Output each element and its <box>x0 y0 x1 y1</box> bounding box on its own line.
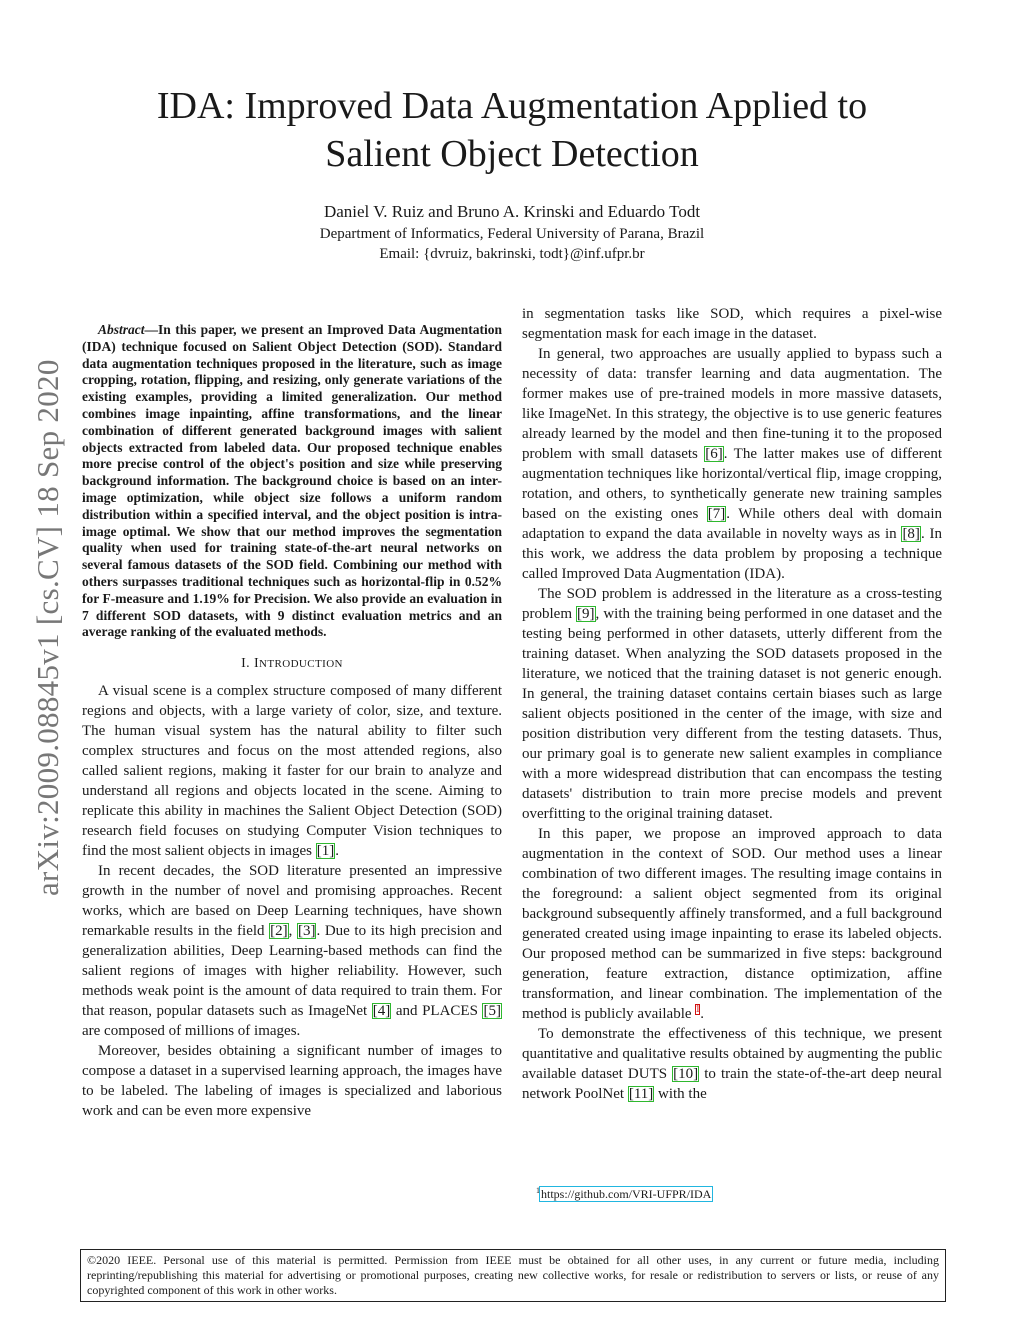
citation-link[interactable]: [8] <box>902 526 920 542</box>
abstract <box>82 322 502 641</box>
paragraph-text: . Due to its high precision and generalization abilities, Deep Learning-based methods can find the salient regions of images with higher reliability. However, such methods weak point is the amount of data required to train them. For that reason, popular datasets such as ImageNet <box>82 923 502 1020</box>
arxiv-side-stamp: arXiv:2009.08845v1 [cs.CV] 18 Sep 2020 <box>30 359 65 896</box>
copyright-notice: ©2020 IEEE. Personal use of this material is permitted. Permission from IEEE must be obtained for all other uses, in any current or future media, including reprinting/republishing this material for advertising or promotional purposes, creating new collective works, for resale or redistribution to servers or lists, or reuse of any copyrighted component of this work in other works. <box>80 1249 946 1302</box>
abstract-text: —In this paper, we present an Improved Data Augmentation (IDA) technique focused on Salient Object Detection (SOD). Standard data augmentation techniques proposed in the literature, such as image cropping, rotation, flipping, and resizing, only generate variations of the existing examples, providing a limited generalization. Our method combines image inpainting, affine transformations, and the linear combination of different generated background images with salient objects extracted from labeled data. Our proposed technique enables more precise control of the object's position and size while preserving background information. The background choice is based on an inter-image optimization, while object size follows a uniform random distribution within a specified interval, and the object position is intra-image optimal. We show that our method improves the segmentation quality when used for training state-of-the-art neural networks on several famous datasets of the SOD field. Combining our method with others surpasses traditional techniques such as horizontal-flip in 0.52% for F-measure and 1.19% for Precision. We also provide an evaluation in 7 different SOD datasets, with 9 distinct evaluation metrics and an average ranking of the evaluated methods. <box>82 322 502 640</box>
citation-link[interactable]: [2] <box>270 923 288 940</box>
intro-paragraph-1 <box>82 681 502 861</box>
citation-link[interactable]: [7] <box>707 506 726 522</box>
paragraph-text: . <box>700 1006 705 1022</box>
citation-link[interactable]: [11] <box>628 1086 654 1102</box>
right-column <box>522 304 942 1104</box>
paragraph-text: A visual scene is a complex structure composed of many different regions and objects, with a large variety of color, size, and texture. The human visual system has the natural ability to filter such complex structures and focus on the most attended regions, also called salient regions, making it faster for our brain to analyze and understand all regions and objects located in the scene. Aiming to replicate this ability in machines the Salient Object Detection (SOD) research field focuses on studying Computer Vision techniques to find the most salient objects in images <box>82 683 502 860</box>
paragraph-text: The SOD problem is addressed in the literature as a cross-testing problem <box>522 586 942 622</box>
citation-link[interactable]: [10] <box>673 1066 699 1082</box>
section-number: I. <box>241 656 251 672</box>
paragraph-text: In general, two approaches are usually applied to bypass such a necessity of data: transfer learning and data augmentation. The former makes use of pre-trained models in more massive datasets, like ImageNet. In this strategy, the objective is to use generic features already learned by the model and then fine-tuning it to the proposed problem with small datasets <box>522 346 942 462</box>
intro-paragraph-3: Moreover, besides obtaining a significant number of images to compose a dataset in a supervised learning approach, the images have to be labeled. The labeling of images is specialized and laborious work and can be even more expensive <box>82 1043 502 1120</box>
email: Email: {dvruiz, bakrinski, todt}@inf.ufpr.br <box>379 246 645 262</box>
intro-paragraph-3-continued: in segmentation tasks like SOD, which requires a pixel-wise segmentation mask for each image in the dataset. <box>522 306 942 342</box>
paragraph-text: . In this work, we address the data problem by proposing a technique called Improved Data Augmentation (IDA). <box>522 526 942 582</box>
intro-paragraph-2 <box>82 861 502 1041</box>
paragraph-text: , <box>288 923 297 940</box>
intro-paragraph-6 <box>522 824 942 1024</box>
citation-link[interactable]: [6] <box>705 446 723 462</box>
authors: Daniel V. Ruiz and Bruno A. Krinski and Eduardo Todt <box>323 202 701 221</box>
paragraph-text: In this paper, we propose an improved approach to data augmentation in the context of SOD. Our method uses a linear combination of two different images. The resulting image contains in the foreground: a salient object segmented from its original background subsequently affinely transformed, and a full background generated created using image inpainting to erase its labeled objects. Our proposed method can be summarized in five steps: background generation, feature extraction, distance optimization, affine transformation, and linear combination. The implementation of the method is publicly available <box>522 826 942 1022</box>
citation-link[interactable]: [9] <box>577 606 595 622</box>
paragraph-text: To demonstrate the effectiveness of this technique, we present quantitative and qualitative results obtained by augmenting the public available dataset DUTS <box>522 1026 942 1082</box>
intro-paragraph-5 <box>522 584 942 824</box>
paragraph-text: . While others deal with domain adaptation to expand the data available in novelty ways as in <box>522 506 942 542</box>
paragraph-text: are composed of millions of images. <box>82 1023 301 1040</box>
affiliation: Department of Informatics, Federal University of Parana, Brazil <box>319 226 705 242</box>
intro-paragraph-7 <box>522 1024 942 1104</box>
section-title-first: I <box>253 656 260 672</box>
section-title-rest: NTRODUCTION <box>259 658 343 671</box>
footnote-url-link[interactable]: https://github.com/VRI-UFPR/IDA <box>541 1187 712 1201</box>
paragraph-text: , with the training being performed in one dataset and the testing being performed in other datasets, utterly different from the training dataset. When analyzing the SOD datasets proposed in the literature, we noticed that the training dataset is not generic enough. In general, the training dataset contains certain biases such as large salient objects positioned in the center of the image, with size and position distribution very different from the testing datasets. Thus, our primary goal is to generate new salient examples in compliance with a more widespread distribution that can encompass the testing datasets' distribution to train more precise models and prevent overfitting to the original training dataset. <box>522 606 942 822</box>
paragraph-text: . The latter makes use of different augmentation techniques like horizontal/vertical flip, image cropping, rotation, and others, to synthetically generate new training samples based on the existing ones <box>522 446 942 522</box>
title-line-1: IDA: Improved Data Augmentation Applied to <box>156 85 868 127</box>
footnote-marker-link[interactable]: 1 <box>695 1004 701 1015</box>
citation-link[interactable]: [3] <box>297 923 316 940</box>
paper-title <box>0 82 1024 178</box>
paragraph-text: with the <box>654 1086 707 1102</box>
citation-link[interactable]: [4] <box>372 1003 391 1020</box>
intro-paragraph-4 <box>522 344 942 584</box>
title-line-2: Salient Object Detection <box>325 133 699 175</box>
footnote-number: 1 <box>536 1186 540 1195</box>
paragraph-text: In recent decades, the SOD literature presented an impressive growth in the number of novel and promising approaches. Recent works, which are based on Deep Learning techniques, have shown remarkable results in the field <box>82 863 502 940</box>
left-column <box>82 322 502 1121</box>
citation-link[interactable]: [1] <box>316 843 335 860</box>
paragraph-text: to train the state-of-the-art deep neural network PoolNet <box>522 1066 942 1102</box>
paragraph-text: . <box>335 843 339 860</box>
citation-link[interactable]: [5] <box>483 1003 501 1020</box>
abstract-label: Abstract <box>98 322 145 337</box>
section-heading-introduction <box>82 656 502 672</box>
footnote <box>536 1186 712 1202</box>
paragraph-text: and PLACES <box>391 1003 483 1020</box>
